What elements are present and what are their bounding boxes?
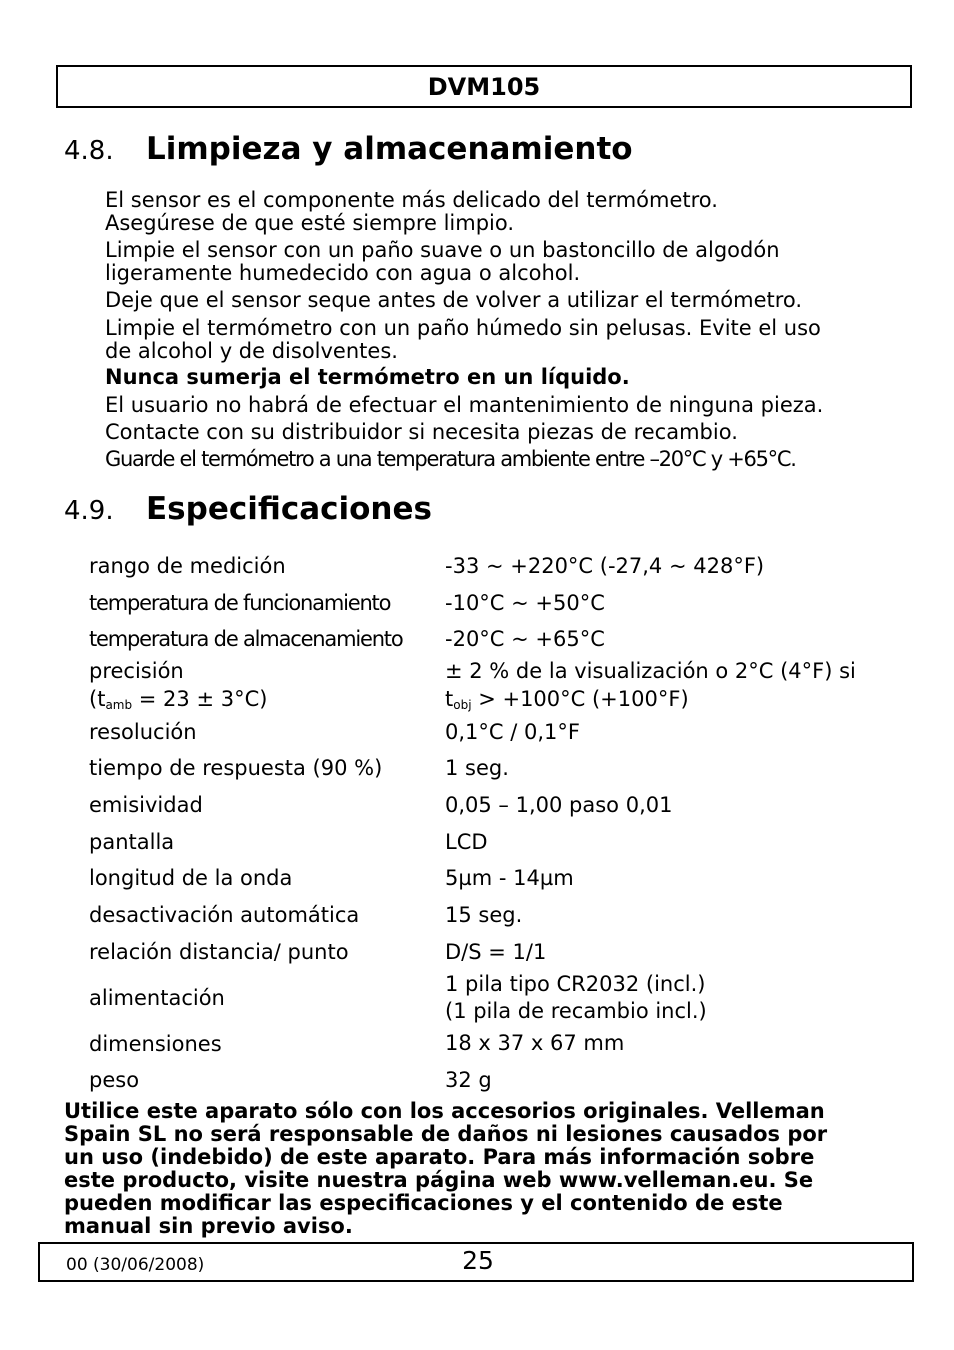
spec-value: D/S = 1/1 [445, 940, 547, 964]
spec-value: -33 ~ +220°C (-27,4 ~ 428°F) [445, 554, 765, 578]
spec-label-condition [89, 686, 267, 719]
section-heading-specs [64, 491, 432, 527]
spec-text: t [445, 687, 454, 711]
revision-date: 00 (30/06/2008) [66, 1255, 205, 1275]
paragraph-line: Limpie el sensor con un paño suave o un bastoncillo de algodón [105, 238, 780, 262]
spec-subscript: obj [453, 698, 472, 712]
disclaimer-line: un uso (indebido) de este aparato. Para más información sobre [64, 1145, 815, 1169]
paragraph-line: Guarde el termómetro a una temperatura ambiente entre –20°C y +65°C. [105, 447, 796, 471]
spec-subscript: amb [105, 698, 133, 712]
spec-label: peso [89, 1068, 140, 1092]
document-title: DVM105 [427, 72, 541, 101]
section-heading-cleaning [64, 131, 633, 167]
section-title: Limpieza y almacenamiento [146, 131, 633, 167]
spec-value: 18 x 37 x 67 mm [445, 1031, 625, 1055]
spec-value: LCD [445, 830, 488, 854]
spec-value: 1 seg. [445, 756, 509, 780]
section-number: 4.8. [64, 136, 114, 166]
disclaimer-line: Utilice este aparato sólo con los accesorios originales. Velleman [64, 1099, 825, 1123]
spec-label: relación distancia/ punto [89, 940, 349, 964]
spec-label: desactivación automática [89, 903, 360, 927]
header-box [56, 65, 912, 108]
disclaimer-note [64, 1100, 894, 1238]
section-title: Especificaciones [146, 491, 432, 527]
paragraph-line: Contacte con su distribuidor si necesita piezas de recambio. [105, 420, 738, 444]
spec-value: 15 seg. [445, 903, 523, 927]
spec-label: temperatura de funcionamiento [89, 591, 391, 615]
spec-value: -10°C ~ +50°C [445, 591, 605, 615]
paragraph-line: Deje que el sensor seque antes de volver a utilizar el termómetro. [105, 288, 803, 312]
spec-text: (t [89, 687, 106, 711]
spec-label: precisión [89, 659, 184, 683]
paragraph-line: El sensor es el componente más delicado del termómetro. [105, 188, 718, 212]
disclaimer-line: este producto, visite nuestra página web www.velleman.eu. Se [64, 1168, 814, 1192]
disclaimer-line: Spain SL no será responsable de daños ni lesiones causados por [64, 1122, 828, 1146]
footer-box [38, 1242, 914, 1282]
spec-label: resolución [89, 720, 197, 744]
spec-label: dimensiones [89, 1032, 222, 1056]
page-number: 25 [462, 1246, 494, 1275]
spec-value: 0,05 – 1,00 paso 0,01 [445, 793, 673, 817]
spec-value: ± 2 % de la visualización o 2°C (4°F) si [445, 659, 856, 683]
spec-value: -20°C ~ +65°C [445, 627, 605, 651]
spec-label: rango de medición [89, 554, 286, 578]
spec-label: longitud de la onda [89, 866, 293, 890]
spec-value: 1 pila tipo CR2032 (incl.) [445, 972, 706, 996]
paragraph-line: El usuario no habrá de efectuar el mantenimiento de ninguna pieza. [105, 393, 824, 417]
paragraph-line: ligeramente humedecido con agua o alcohol. [105, 261, 581, 285]
spec-value: (1 pila de recambio incl.) [445, 999, 707, 1023]
section-number: 4.9. [64, 496, 114, 526]
spec-label: alimentación [89, 986, 225, 1010]
disclaimer-line: pueden modificar las especificaciones y el contenido de este [64, 1191, 783, 1215]
spec-label: pantalla [89, 830, 175, 854]
paragraph-line: de alcohol y de disolventes. [105, 339, 398, 363]
warning-line: Nunca sumerja el termómetro en un líquido. [105, 365, 630, 389]
paragraph-line: Asegúrese de que esté siempre limpio. [105, 211, 515, 235]
spec-value-condition [445, 686, 689, 719]
spec-text: = 23 ± 3°C) [132, 687, 268, 711]
spec-label: temperatura de almacenamiento [89, 627, 403, 651]
spec-text: > +100°C (+100°F) [471, 687, 689, 711]
spec-value: 32 g [445, 1068, 492, 1092]
spec-value: 0,1°C / 0,1°F [445, 720, 580, 744]
spec-label: emisividad [89, 793, 203, 817]
spec-value: 5µm - 14µm [445, 866, 574, 890]
paragraph-line: Limpie el termómetro con un paño húmedo sin pelusas. Evite el uso [105, 316, 821, 340]
spec-label: tiempo de respuesta (90 %) [89, 756, 383, 780]
disclaimer-line: manual sin previo aviso. [64, 1214, 353, 1238]
